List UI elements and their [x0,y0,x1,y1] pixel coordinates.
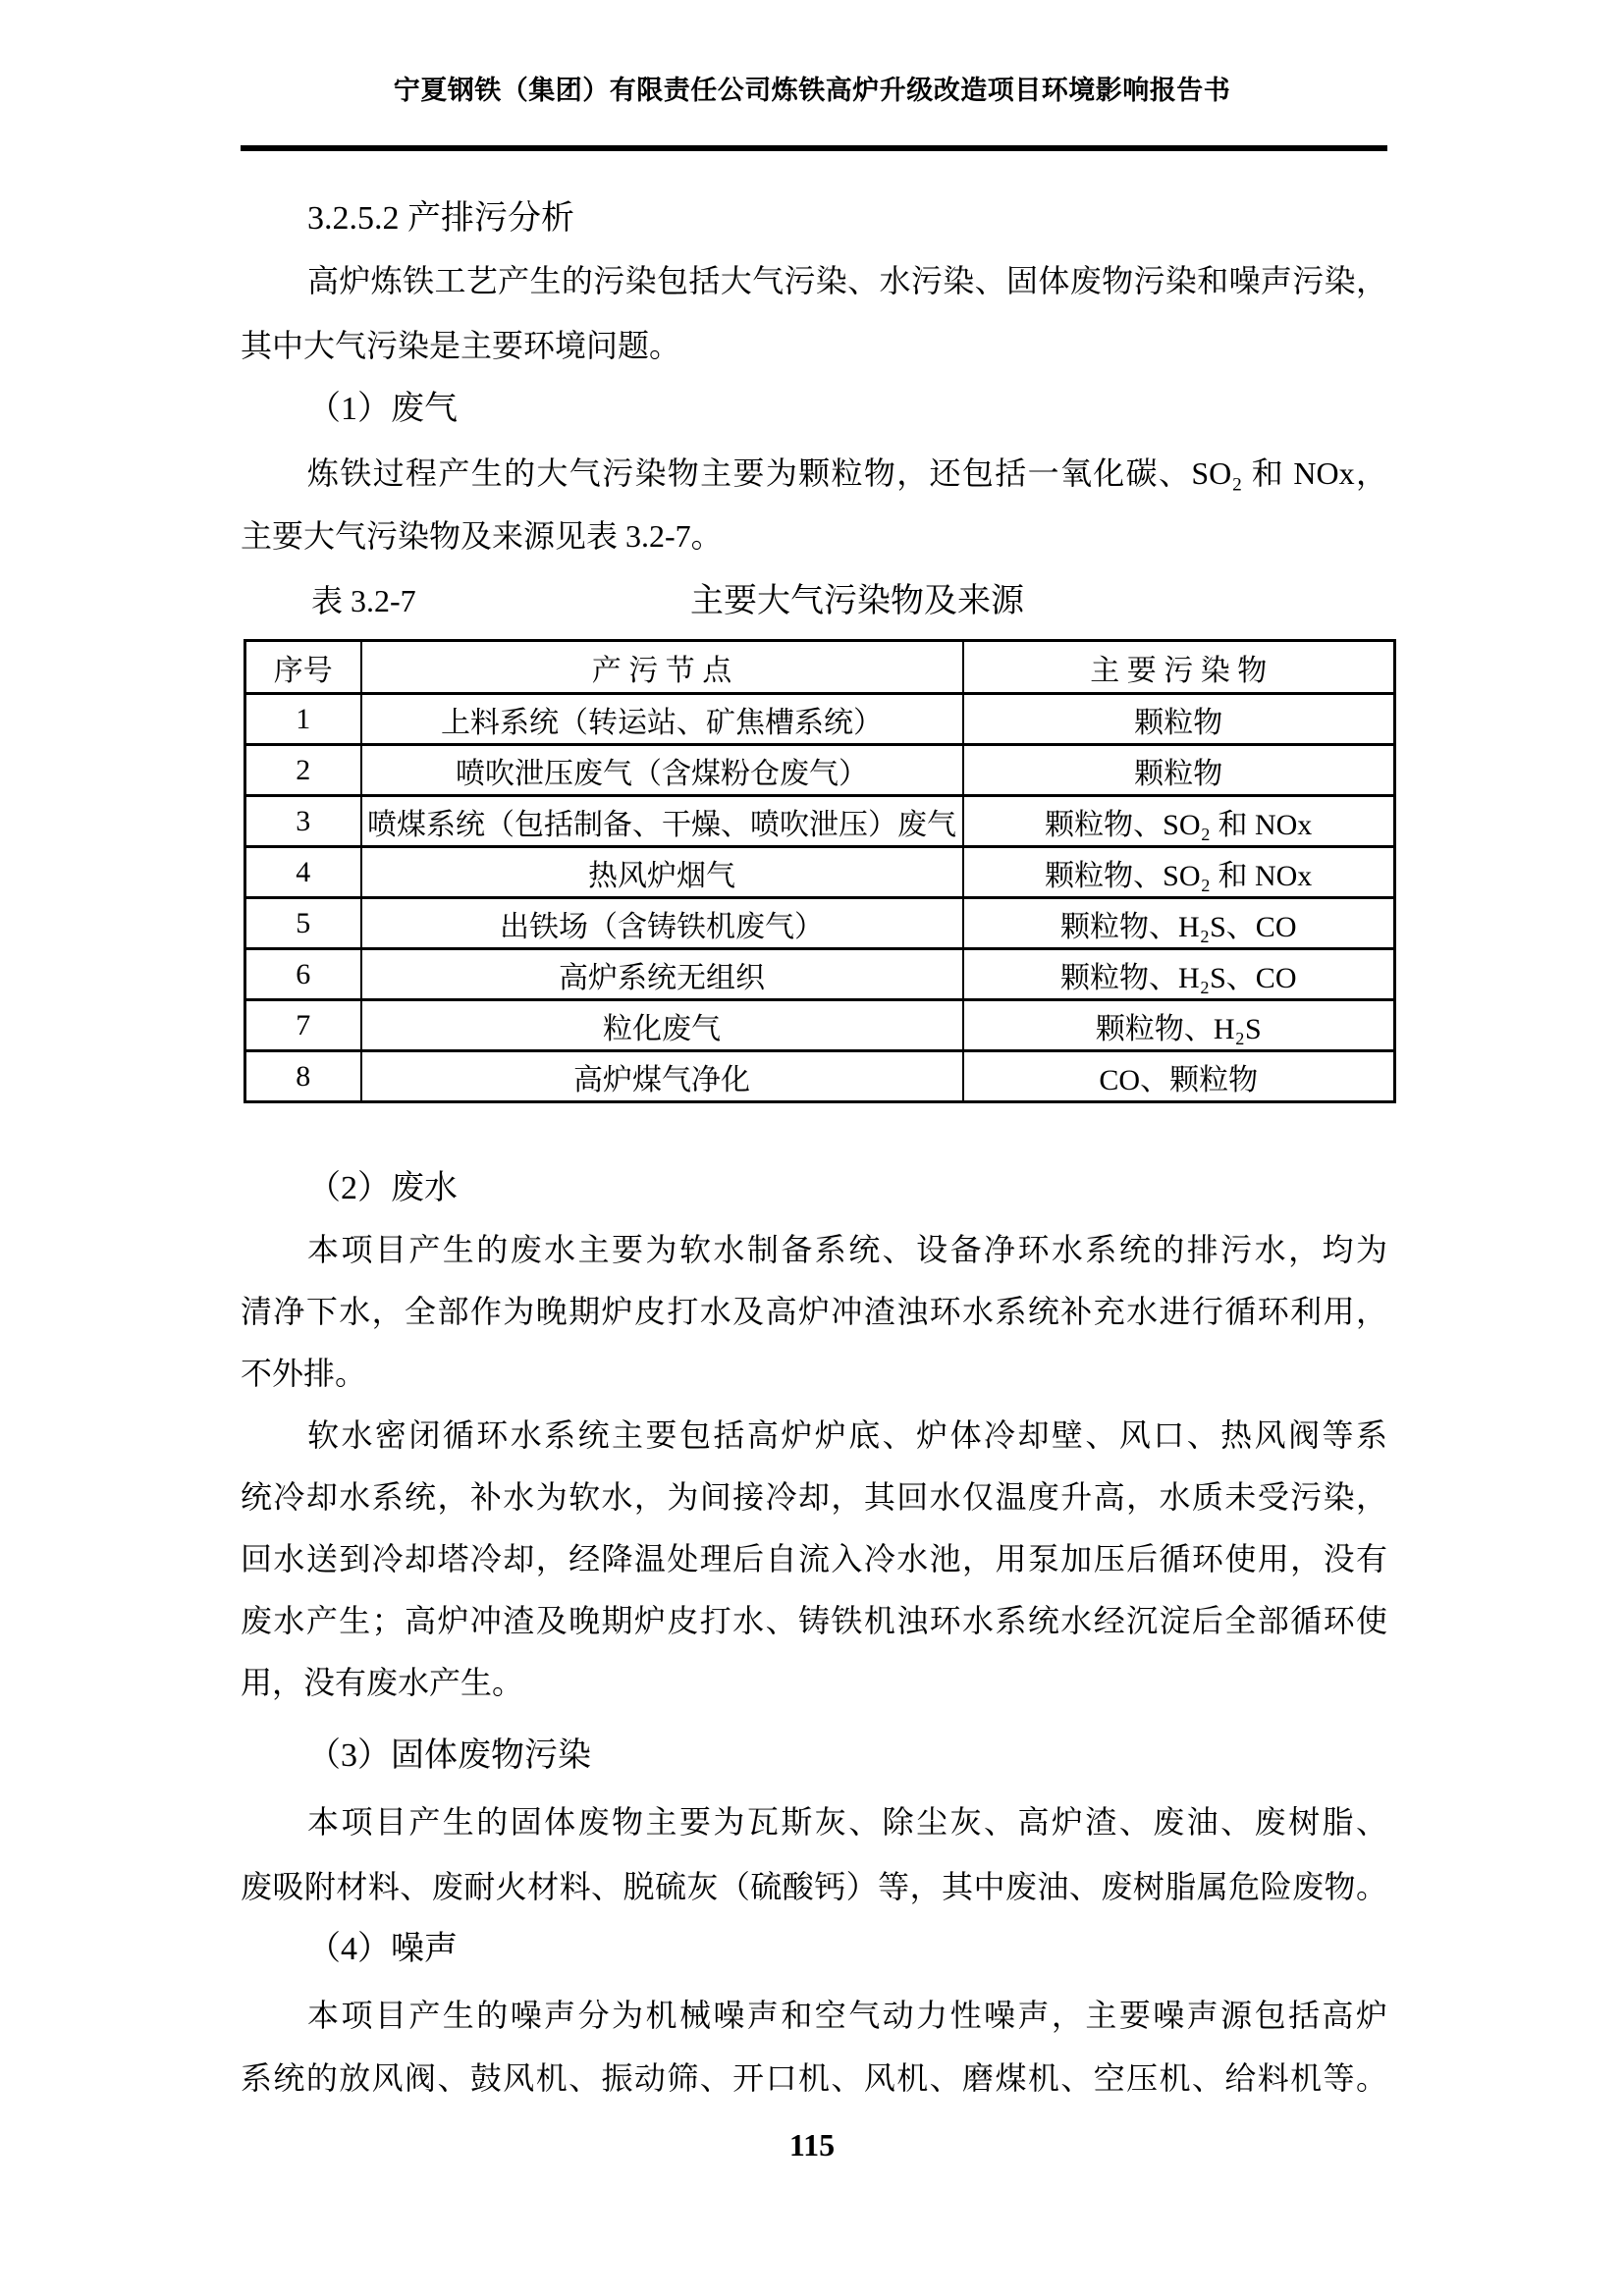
table-cell: 高炉煤气净化 [361,1051,963,1102]
table-cell: 7 [245,1000,361,1051]
page-number: 115 [788,2127,836,2163]
paragraph-line: 其中大气污染是主要环境问题。 [241,328,681,363]
subsection-heading-waste-gas: （1）废气 [307,391,458,427]
table-cell: 颗粒物、H₂S、CO [963,949,1395,1000]
paragraph-line: 不外排。 [241,1356,367,1391]
header-rule [241,145,1387,151]
table-cell: CO、颗粒物 [963,1051,1395,1102]
table-cell: 4 [245,847,361,898]
table-cell: 颗粒物 [963,694,1395,745]
subsection-heading-waste-water: （2）废水 [307,1170,458,1206]
table-header-cell: 序号 [245,641,361,694]
table-cell: 颗粒物、SO₂ 和 NOx [963,796,1395,847]
paragraph-line: 本项目产生的固体废物主要为瓦斯灰、除尘灰、高炉渣、废油、废树脂、 [307,1804,1387,1840]
table-header-row [245,641,1395,694]
section-heading: 3.2.5.2 产排污分析 [307,200,574,237]
paragraph-line: 软水密闭循环水系统主要包括高炉炉底、炉体冷却壁、风口、热风阀等系 [307,1417,1387,1453]
table-row [245,796,1395,847]
table-caption-title: 主要大气污染物及来源 [690,583,1024,619]
table-cell: 1 [245,694,361,745]
paragraph-line: 废吸附材料、废耐火材料、脱硫灰（硫酸钙）等，其中废油、废树脂属危险废物。 [241,1869,1387,1904]
paragraph-line: 回水送到冷却塔冷却，经降温处理后自流入冷水池，用泵加压后循环使用，没有 [241,1541,1387,1576]
table-row [245,898,1395,949]
table-cell: 2 [245,745,361,796]
table-cell: 3 [245,796,361,847]
paragraph-line: 清净下水，全部作为晚期炉皮打水及高炉冲渣浊环水系统补充水进行循环利用， [241,1294,1387,1329]
table-cell: 8 [245,1051,361,1102]
subsection-heading-solid-waste: （3）固体废物污染 [307,1737,591,1774]
table-cell: 颗粒物、H₂S、CO [963,898,1395,949]
table-cell: 颗粒物 [963,745,1395,796]
paragraph-line: 本项目产生的噪声分为机械噪声和空气动力性噪声，主要噪声源包括高炉 [307,1998,1387,2033]
table-caption-label: 表 3.2-7 [311,583,416,618]
table-row [245,949,1395,1000]
table-row [245,847,1395,898]
paragraph-line: 本项目产生的废水主要为软水制备系统、设备净环水系统的排污水，均为 [307,1232,1387,1267]
table-cell: 5 [245,898,361,949]
table-row [245,694,1395,745]
table-cell: 喷煤系统（包括制备、干燥、喷吹泄压）废气 [361,796,963,847]
paragraph-line: 系统的放风阀、鼓风机、振动筛、开口机、风机、磨煤机、空压机、给料机等。 [241,2060,1387,2096]
paragraph-line: 主要大气污染物及来源见表 3.2-7。 [241,518,723,554]
table-cell: 高炉系统无组织 [361,949,963,1000]
table-cell: 出铁场（含铸铁机废气） [361,898,963,949]
table-row [245,745,1395,796]
paragraph-line: 炼铁过程产生的大气污染物主要为颗粒物，还包括一氧化碳、SO₂ 和 NOx， [307,455,1387,491]
table-cell: 6 [245,949,361,1000]
table-header-cell: 主 要 污 染 物 [963,641,1395,694]
pollutants-table [244,639,1396,1103]
table-row [245,1000,1395,1051]
page-header-title: 宁夏钢铁（集团）有限责任公司炼铁高炉升级改造项目环境影响报告书 [393,76,1231,105]
table-cell: 颗粒物、H₂S [963,1000,1395,1051]
table-cell: 热风炉烟气 [361,847,963,898]
table-row [245,1051,1395,1102]
table-caption [241,569,1387,633]
table-cell: 粒化废气 [361,1000,963,1051]
table-cell: 喷吹泄压废气（含煤粉仓废气） [361,745,963,796]
paragraph-line: 统冷却水系统，补水为软水，为间接冷却，其回水仅温度升高，水质未受污染， [241,1479,1387,1515]
table-header-cell: 产 污 节 点 [361,641,963,694]
paragraph-line: 高炉炼铁工艺产生的污染包括大气污染、水污染、固体废物污染和噪声污染， [307,263,1387,298]
table-cell: 颗粒物、SO₂ 和 NOx [963,847,1395,898]
paragraph-line: 用，没有废水产生。 [241,1665,524,1700]
paragraph-line: 废水产生；高炉冲渣及晚期炉皮打水、铸铁机浊环水系统水经沉淀后全部循环使 [241,1603,1387,1638]
subsection-heading-noise: （4）噪声 [307,1931,458,1967]
table-cell: 上料系统（转运站、矿焦槽系统） [361,694,963,745]
